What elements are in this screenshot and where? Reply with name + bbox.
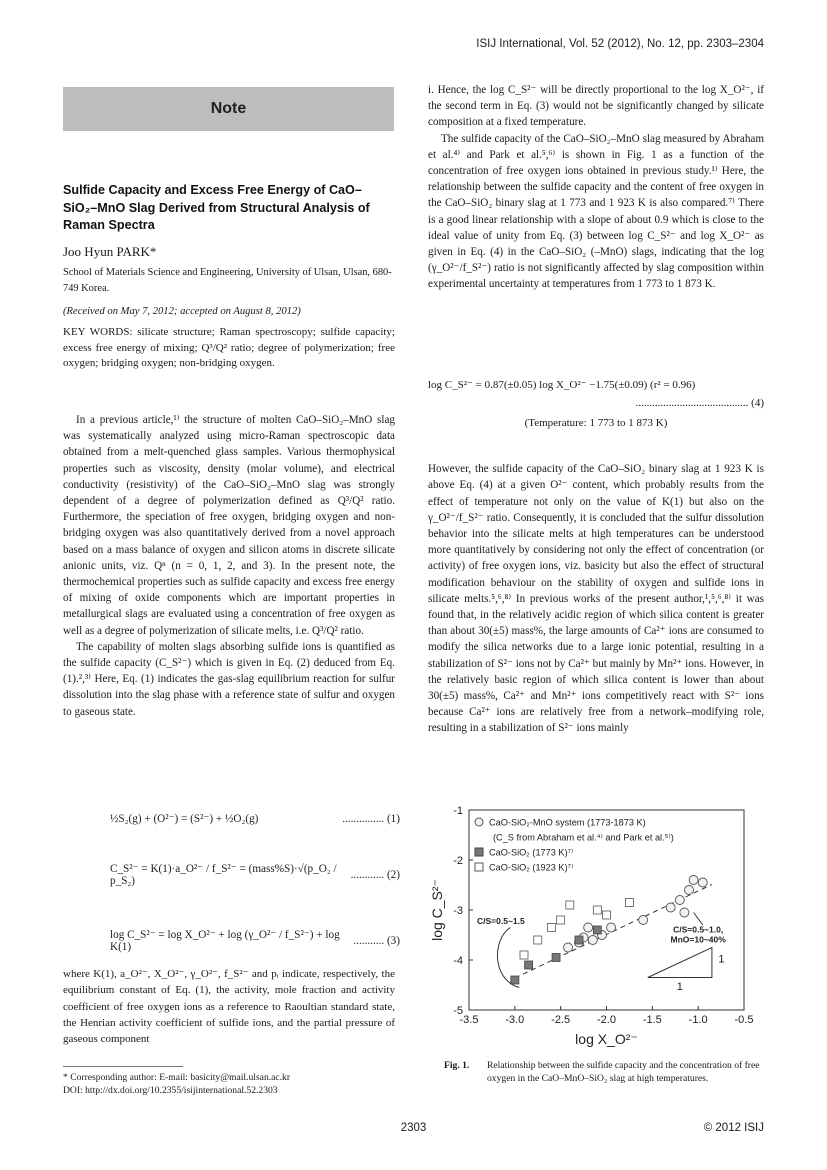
article-title: Sulfide Capacity and Excess Free Energy of CaO–SiO₂–MnO Slag Derived from Structural Analysis of Raman Spectra	[63, 183, 370, 232]
equation-3-number: ........... (3)	[353, 934, 400, 947]
legend-marker	[475, 848, 483, 856]
legend-entry: CaO-SiO₂ (1773 K)⁷⁾	[489, 847, 574, 858]
data-point	[511, 976, 519, 984]
slope-triangle	[648, 948, 712, 978]
x-axis-label: log X_O²⁻	[575, 1031, 638, 1047]
author: Joo Hyun PARK*	[63, 244, 157, 259]
data-point	[689, 876, 698, 885]
figure-label: Fig. 1.	[444, 1060, 470, 1071]
annotation-mno: MnO=10~40%	[670, 934, 726, 945]
equation-1	[110, 812, 400, 825]
y-tick-label: -1	[453, 806, 463, 817]
equation-2-number: ............ (2)	[350, 868, 400, 881]
paragraph: i. Hence, the log C_S²⁻ will be directly proportional to the log X_O²⁻, if the second term in Eq. (3) would not be significantly changed by silicate composition at a fixed temperature.	[428, 84, 764, 129]
data-point	[593, 926, 601, 934]
equation-4-temperature: (Temperature: 1 773 to 1 873 K)	[524, 417, 668, 429]
journal-header: ISIJ International, Vol. 52 (2012), No. 12, pp. 2303–2304	[476, 38, 764, 50]
data-point	[566, 901, 574, 909]
data-point	[520, 951, 528, 959]
annotation-cs-low: C/S=0.5~1.5	[477, 916, 525, 926]
data-point	[548, 924, 556, 932]
footnote-email: * Corresponding author: E-mail: basicity@mail.ulsan.ac.kr	[63, 1072, 291, 1083]
note-label: Note	[210, 100, 247, 117]
x-tick-label: -1.5	[642, 1014, 662, 1026]
received-date: (Received on May 7, 2012; accepted on August 8, 2012)	[63, 306, 301, 317]
data-point	[564, 943, 573, 952]
y-tick-label: -4	[453, 955, 463, 967]
data-point	[557, 916, 565, 924]
data-point	[552, 954, 560, 962]
equation-3	[110, 928, 400, 953]
data-point	[698, 878, 707, 887]
equation-4	[428, 378, 764, 429]
footnote-doi: DOI: http://dx.doi.org/10.2355/isijinternational.52.2303	[63, 1085, 278, 1096]
y-tick-label: -5	[453, 1005, 463, 1017]
paragraph: The sulfide capacity of the CaO–SiO₂–MnO slag measured by Abraham et al.⁴⁾ and Park et al.⁵,⁶⁾ is shown in Fig. 1 as a function of the concentration of free oxygen ions obtained in previous study.¹⁾ Here, the relationship between the sulfide capacity and the content of free oxygen in the CaO–SiO₂ binary slag at 1 773 and 1 923 K is also compared.⁷⁾ There is a good linear relationship with a slope of about 0.9 which is close to the ideal value of unity from Eq. (3) between log C_S²⁻ and log X_O²⁻ as given in Eq. (4) in the CaO–SiO₂ (–MnO) slags, indicating that the log (γ_O²⁻/f_S²⁻) ratio is not significantly affected by slag composition within experimental uncertainty at temperatures from 1 773 to 1 873 K.	[428, 132, 764, 291]
data-point	[584, 923, 593, 932]
legend-marker	[475, 863, 483, 871]
equation-4-body: log C_S²⁻ = 0.87(±0.05) log X_O²⁻ −1.75(±0.09) (r² = 0.96)	[428, 379, 696, 391]
right-column-continued	[428, 450, 764, 748]
y-tick-label: -2	[453, 855, 463, 867]
x-tick-label: -2.0	[597, 1014, 616, 1026]
data-point	[534, 936, 542, 944]
left-column-continued: where K(1), a_O²⁻, X_O²⁻, γ_O²⁻, f_S²⁻ and pᵢ indicate, respectively, the equilibrium constant of Eq. (1), the activity, mole fraction and activity coefficient of free oxygen ions as a reference to Raoultian standard state, the Henrian activity coefficient of sulfide ions, and the partial pressure of gaseous component	[63, 968, 395, 1046]
x-tick-label: -1.0	[688, 1014, 708, 1026]
x-tick-label: -3.5	[459, 1014, 479, 1026]
slope-label-vertical: 1	[718, 953, 725, 966]
data-point	[685, 886, 694, 895]
legend-entry: CaO-SiO₂ (1923 K)⁷⁾	[489, 862, 574, 873]
equation-4-number: ......................................... (4)	[635, 397, 764, 409]
keywords: KEY WORDS: silicate structure; Raman spectroscopy; sulfide capacity; excess free energy of mixing; Q³/Q² ratio; degree of polymerization; free oxygen; bridging oxygen; non-bridging oxygen.	[63, 326, 395, 369]
x-tick-label: -3.0	[505, 1014, 525, 1026]
annotation-arrow	[694, 913, 703, 926]
y-tick-label: -3	[453, 905, 463, 917]
data-point	[625, 899, 633, 907]
data-point	[603, 911, 611, 919]
data-point	[588, 936, 597, 945]
equation-2-body: C_S²⁻ = K(1)·a_O²⁻ / f_S²⁻ = (mass%S)·√(p_O₂ / p_S₂)	[110, 863, 337, 887]
equation-1-body: ½S₂(g) + (O²⁻) = (S²⁻) + ½O₂(g)	[110, 813, 259, 825]
figure-caption	[444, 1060, 764, 1085]
legend-entry: (C_S from Abraham et al.⁴⁾ and Park et al.⁵⁾)	[493, 832, 674, 843]
data-point	[593, 906, 601, 914]
data-point	[607, 923, 616, 932]
page-number: 2303	[400, 1122, 427, 1134]
data-point	[666, 903, 675, 912]
x-tick-label: -0.5	[734, 1014, 754, 1026]
footnotes	[63, 1071, 393, 1097]
y-axis-label: log C_S²⁻	[429, 879, 445, 941]
right-column-text	[428, 82, 764, 293]
copyright: © 2012 ISIJ	[703, 1122, 764, 1134]
figure-1-chart	[428, 806, 764, 1061]
figure-caption-text: Relationship between the sulfide capacity and the concentration of free oxygen in the CaO–MnO–SiO₂ slag at high temperatures.	[487, 1060, 760, 1084]
equation-1-number: ............... (1)	[342, 812, 400, 825]
equation-2	[110, 862, 400, 887]
data-point	[639, 916, 648, 925]
affiliation: School of Materials Science and Engineering, University of Ulsan, Ulsan, 680-749 Korea.	[63, 267, 392, 294]
legend-entry: CaO-SiO₂-MnO system (1773-1873 K)	[489, 817, 646, 828]
equation-3-body: log C_S²⁻ = log X_O²⁻ + log (γ_O²⁻ / f_S²⁻) + log K(1)	[110, 929, 340, 953]
paragraph: The capability of molten slags absorbing sulfide ions is quantified as the sulfide capacity (C_S²⁻) which is given in Eq. (2) deduced from Eq. (1).²,³⁾ Here, Eq. (1) indicates the gas-slag equilibrium reaction for sulfur dissolution into the slag phase with a reference state of sulfur and oxygen to gaseous state.	[63, 640, 395, 718]
data-point	[575, 936, 583, 944]
x-tick-label: -2.5	[551, 1014, 571, 1026]
data-point	[675, 896, 684, 905]
legend-marker	[475, 818, 483, 826]
left-column-text	[63, 412, 395, 720]
slope-label-horizontal: 1	[676, 981, 683, 993]
paragraph: In a previous article,¹⁾ the structure of molten CaO–SiO₂–MnO slag was systematically analyzed using micro-Raman spectroscopic data obtained from a melt-quenched glass samples. Various thermophysical properties such as viscosity, density (molar volume), and electrical conductivity (resistivity) of the CaO–SiO₂–MnO slag was strongly dependent of a degree of polymerization defined as Q³/Q² ratio. Furthermore, the speciation of free oxygen, bridging oxygen and non-bridging oxygen was also quantitatively derived from a novel approach based on a mass balance of oxygen and silicon atoms in discrete silicate anionic units, viz. Qⁿ (n = 0, 1, 2, and 3). In the present note, the thermochemical properties such as sulfide capacity and excess free energy of mixing of oxide components which are important properties in metallurgical slags are evaluated using a concentration of free oxygen as well as a degree of polymerization of silicate melts, i.e. Q³/Q² ratio.	[63, 414, 395, 637]
data-point	[525, 961, 533, 969]
data-point	[680, 908, 689, 917]
footnote-rule	[63, 1066, 183, 1067]
annotation-cs-high: C/S=0.5~1.0,	[673, 924, 724, 935]
paragraph: However, the sulfide capacity of the CaO–SiO₂ binary slag at 1 923 K is above Eq. (4) at a given O²⁻ content, which probably results from the effect of temperature not only on the value of K(1) but also on the γ_O²⁻/f_S²⁻ ratio. Consequently, it is concluded that the sulfur dissolution behavior into the silicate melts at high temperatures can be understood more quantitatively by considering not only the effect of concentration (or activity) of free oxygen ions, viz. basicity but also the effect of structural modification behaviour on the stability of oxygen and sulfide ions in silicate melts.⁵,⁶,⁸⁾ In previous works of the present author,¹,⁵,⁶,⁸⁾ it was found that, in the relatively acidic region of which silica content is greater than about 30(±5) mass%, the large amounts of Ca²⁺ ions are consumed to modify the silica networks due to a large ionic potential, resulting in a stabilization of S²⁻ ions not by Ca²⁺ but mainly by Mn²⁺ ions. However, in the relatively basic region of which silica content is lower than about 30(±5) mass%, Ca²⁺ and Mn²⁺ ions competitively react with S²⁻ ions because Ca²⁺ ions are relatively free from a network–modifying role, resulting in a stabilization of S²⁻ ions mainly	[428, 463, 764, 735]
note-banner	[63, 87, 394, 131]
